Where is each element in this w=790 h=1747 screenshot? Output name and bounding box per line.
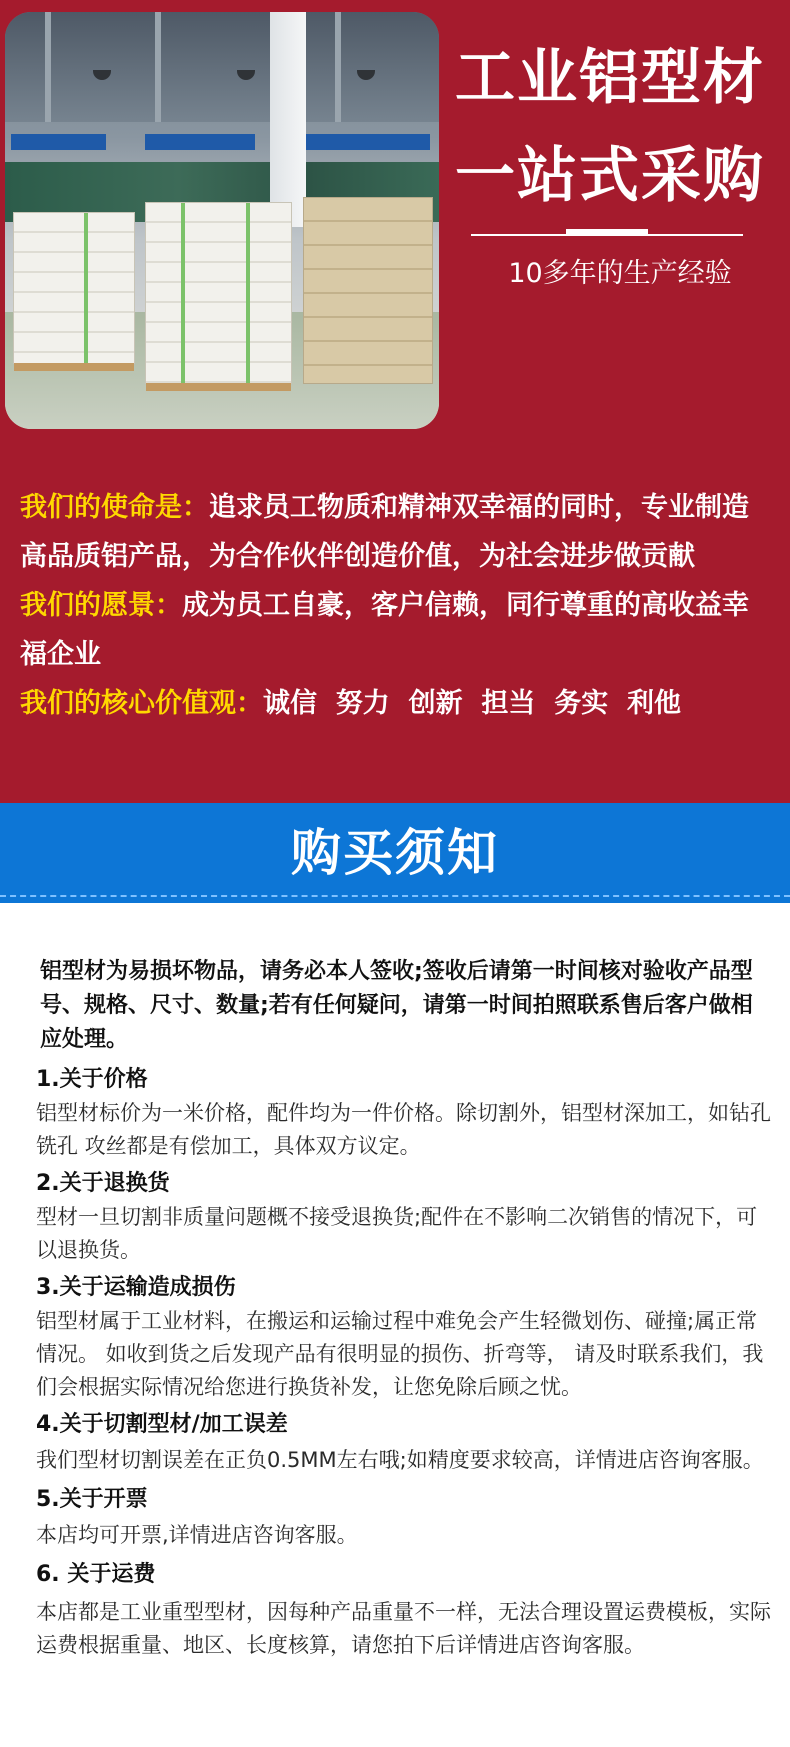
pallet-strap [181, 203, 185, 383]
notice-dashed-rule [0, 895, 790, 897]
notice-item-heading: 5.关于开票 [36, 1487, 148, 1512]
mission-body: 追求员工物质和精神双幸福的同时，专业制造高品质铝产品，为合作伙伴创造价值，为社会进步做贡献 [20, 492, 749, 572]
notice-item-text: 本店均可开票,详情进店咨询客服。 [36, 1523, 358, 1547]
notice-item-heading: 4.关于切割型材/加工误差 [36, 1412, 288, 1437]
photo-banner [11, 134, 106, 150]
notice-item-text: 型材一旦切割非质量问题概不接受退换货;配件在不影响二次销售的情况下，可以退换货。 [36, 1205, 758, 1262]
title-divider-accent [566, 229, 648, 236]
photo-beam [335, 12, 341, 122]
notice-item-heading: 2.关于退换货 [36, 1171, 170, 1196]
notice-intro: 铝型材为易损坏物品，请务必本人签收;签收后请第一时间核对验收产品型号、规格、尺寸、数量;若有任何疑问，请第一时间拍照联系售后客户做相应处理。 [40, 959, 753, 1052]
pallet-strap [246, 203, 250, 383]
notice-title: 购买须知 [291, 824, 499, 882]
photo-beam [45, 12, 51, 122]
factory-warehouse-photo [5, 12, 439, 429]
notice-item-price [36, 1063, 772, 1163]
company-hero [0, 0, 790, 803]
notice-item-text: 铝型材属于工业材料，在搬运和运输过程中难免会产生轻微划伤、碰撞;属正常情况。 如收到货之后发现产品有很明显的损伤、折弯等， 请及时联系我们，我们会根据实际情况给您进行换货补发，让您免除后顾之忧。 [36, 1309, 764, 1399]
hero-subtitle: 10多年的生产经验 [508, 258, 732, 289]
vision-body: 成为员工自豪，客户信赖，同行尊重的高收益幸福企业 [20, 590, 749, 670]
notice-item-heading: 3.关于运输造成损伤 [36, 1275, 236, 1300]
carton-stack [303, 197, 433, 384]
values-line [20, 679, 772, 728]
notice-item-text: 铝型材标价为一米价格，配件均为一件价格。除切割外，铝型材深加工，如钻孔 铣孔 攻丝都是有偿加工，具体双方议定。 [36, 1101, 771, 1158]
photo-ceiling [5, 12, 439, 122]
photo-banner [145, 134, 255, 150]
vision-lead: 我们的愿景： [20, 590, 182, 621]
notice-item-heading: 6. 关于运费 [36, 1562, 156, 1587]
notice-item-heading: 1.关于价格 [36, 1067, 148, 1092]
notice-item-text: 本店都是工业重型型材，因每种产品重量不一样，无法合理设置运费模板，实际运费根据重量、地区、长度核算，请您拍下后详情进店咨询客服。 [36, 1600, 771, 1657]
values-lead: 我们的核心价值观： [20, 688, 263, 719]
pallet-base [146, 383, 291, 391]
aluminum-pallet [13, 212, 135, 364]
values-body: 诚信 努力 创新 担当 务实 利他 [263, 688, 681, 719]
notice-item-returns [36, 1167, 772, 1267]
hero-title-line2: 一站式采购 [455, 141, 765, 211]
aluminum-pallet [145, 202, 292, 384]
notice-item-shipping [36, 1558, 772, 1662]
notice-item-text: 我们型材切割误差在正负0.5MM左右哦;如精度要求较高，详情进店咨询客服。 [36, 1448, 764, 1472]
notice-list [36, 1063, 772, 1666]
pallet-base [14, 363, 134, 371]
notice-item-invoice [36, 1483, 772, 1554]
mission-statement [20, 483, 772, 728]
notice-item-cutting-tolerance [36, 1408, 772, 1479]
photo-beam [155, 12, 161, 122]
vision-line [20, 581, 772, 679]
mission-line [20, 483, 772, 581]
photo-banner [305, 134, 430, 150]
notice-spacer [0, 903, 790, 917]
pallet-strap [84, 213, 88, 363]
photo-pillar [270, 12, 306, 227]
mission-lead: 我们的使命是： [20, 492, 209, 523]
hero-title-line1: 工业铝型材 [455, 43, 765, 113]
notice-item-transport-damage [36, 1271, 772, 1404]
